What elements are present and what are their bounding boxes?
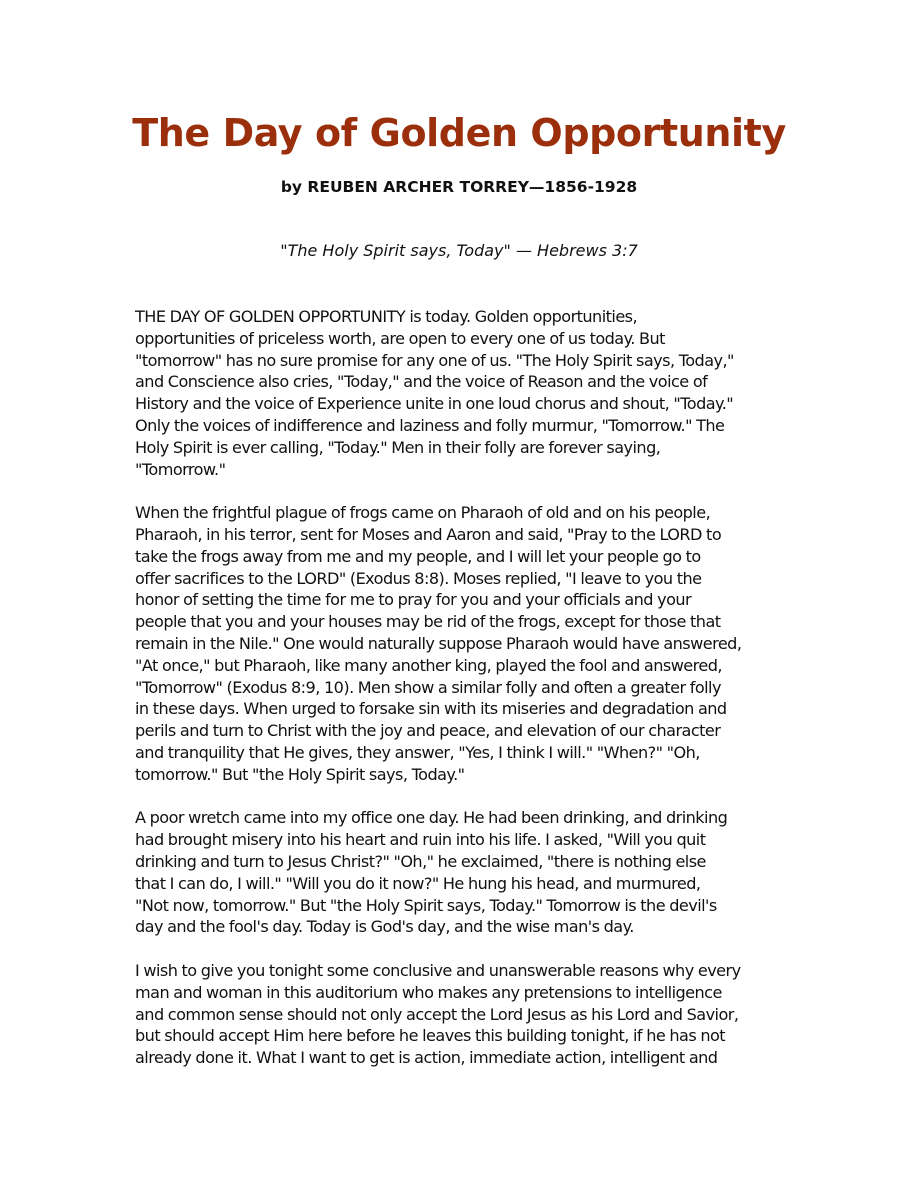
page-title: The Day of Golden Opportunity	[132, 111, 786, 155]
paragraph-1: THE DAY OF GOLDEN OPPORTUNITY is today. Golden opportunities, opportunities of priceless worth, are open to every one of us today. But "tomorrow" has no sure promise for any one of us. "The Holy Spirit says, Today," and Conscience also cries, "Today," and the voice of Reason and the voice of History and the voice of Experience unite in one loud chorus and shout, "Today." Only the voices of indifference and laziness and folly murmur, "Tomorrow." The Holy Spirit is ever calling, "Today." Men in their folly are forever saying, "Tomorrow."	[135, 307, 734, 479]
paragraph-2: When the frightful plague of frogs came on Pharaoh of old and on his people, Pharaoh, in his terror, sent for Moses and Aaron and said, "Pray to the LORD to take the frogs away from me and my people, and I will let your people go to offer sacrifices to the LORD" (Exodus 8:8). Moses replied, "I leave to you the honor of setting the time for me to pray for you and your officials and your people that you and your houses may be rid of the frogs, except for those that remain in the Nile." One would naturally suppose Pharaoh would have answered, "At once," but Pharaoh, like many another king, played the fool and answered, "Tomorrow" (Exodus 8:9, 10). Men show a similar folly and often a greater folly in these days. When urged to forsake sin with its miseries and degradation and perils and turn to Christ with the joy and peace, and elevation of our character and tranquility that He gives, they answer, "Yes, I think I will." "When?" "Oh, tomorrow." But "the Holy Spirit says, Today."	[135, 503, 742, 784]
body-text	[135, 306, 787, 1091]
author-byline: by REUBEN ARCHER TORREY—1856-1928	[280, 178, 638, 196]
epigraph-quote: "The Holy Spirit says, Today" — Hebrews 3:7	[280, 241, 638, 260]
paragraph-3: A poor wretch came into my office one day. He had been drinking, and drinking had brought misery into his heart and ruin into his life. I asked, "Will you quit drinking and turn to Jesus Christ?" "Oh," he exclaimed, "there is nothing else that I can do, I will." "Will you do it now?" He hung his head, and murmured, "Not now, tomorrow." But "the Holy Spirit says, Today." Tomorrow is the devil's day and the fool's day. Today is God's day, and the wise man's day.	[135, 808, 728, 937]
paragraph-4: I wish to give you tonight some conclusive and unanswerable reasons why every man and woman in this auditorium who makes any pretensions to intelligence and common sense should not only accept the Lord Jesus as his Lord and Savior, but should accept Him here before he leaves this building tonight, if he has not already done it. What I want to get is action, immediate action, intelligent and	[135, 960, 741, 1068]
